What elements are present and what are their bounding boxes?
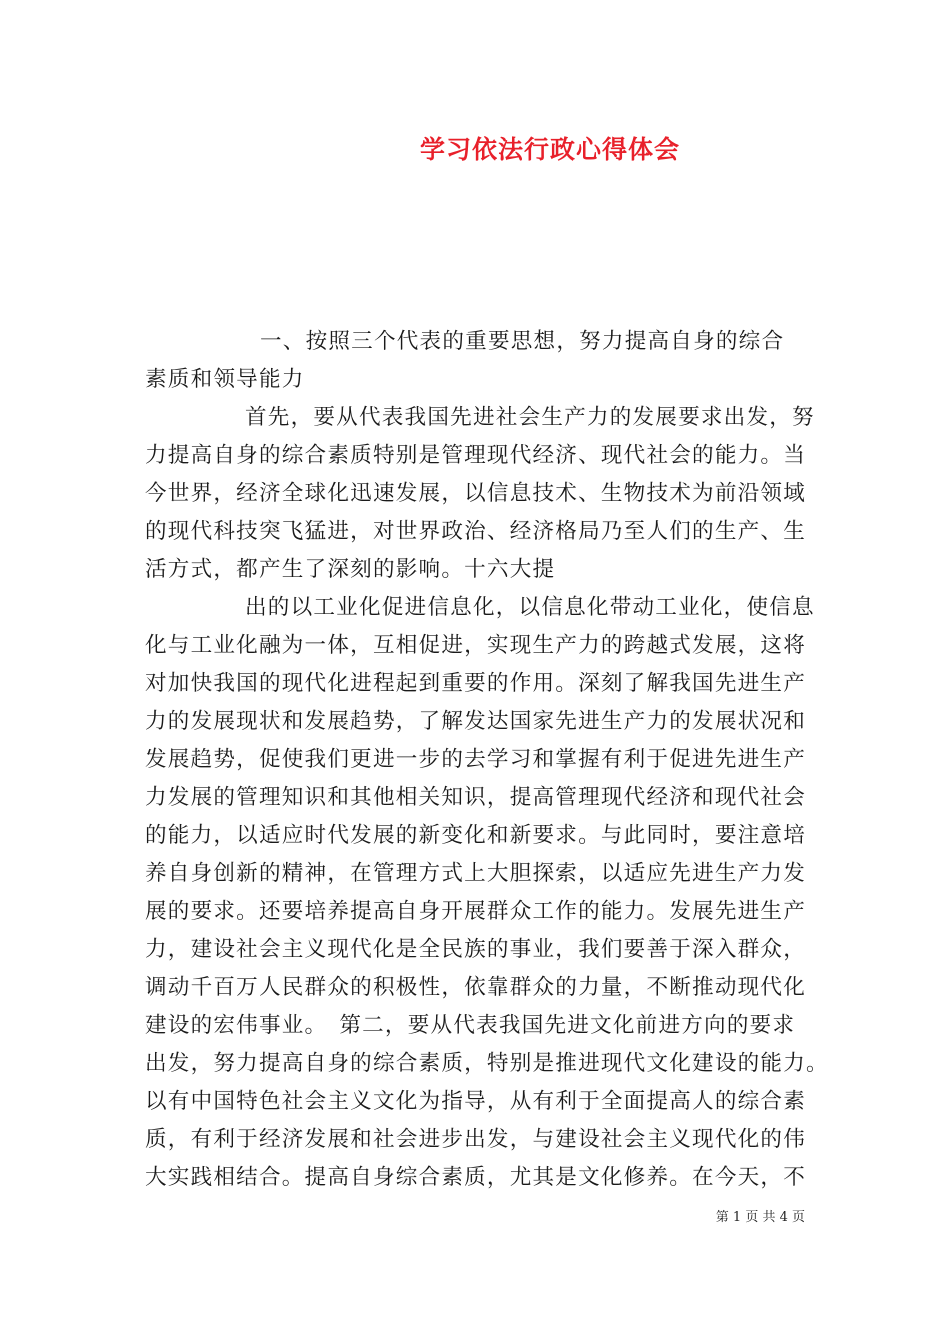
paragraph-line: 首先，要从代表我国先进社会生产力的发展要求出发，努 — [245, 405, 815, 430]
paragraph-line: 展的要求。还要培养提高自身开展群众工作的能力。发展先进生产 — [145, 899, 807, 924]
paragraph-line: 养自身创新的精神，在管理方式上大胆探索，以适应先进生产力发 — [145, 861, 807, 886]
paragraph-line: 化与工业化融为一体，互相促进，实现生产力的跨越式发展，这将 — [145, 633, 807, 658]
paragraph-line: 建设的宏伟事业。 第二，要从代表我国先进文化前进方向的要求 — [145, 1013, 796, 1038]
paragraph-line: 对加快我国的现代化进程起到重要的作用。深刻了解我国先进生产 — [145, 671, 807, 696]
paragraph-line: 出发，努力提高自身的综合素质，特别是推进现代文化建设的能力。 — [145, 1051, 829, 1076]
paragraph-line: 素质和领导能力 — [145, 367, 305, 392]
page-number: 第 1 页 共 4 页 — [715, 1210, 805, 1225]
paragraph-line: 的能力，以适应时代发展的新变化和新要求。与此同时，要注意培 — [145, 823, 807, 848]
paragraph-line: 大实践相结合。提高自身综合素质，尤其是文化修养。在今天，不 — [145, 1165, 807, 1190]
paragraph-line: 发展趋势，促使我们更进一步的去学习和掌握有利于促进先进生产 — [145, 747, 807, 772]
paragraph-line: 一、按照三个代表的重要思想，努力提高自身的综合 — [260, 329, 785, 354]
document-body — [145, 323, 829, 1197]
paragraph-line: 力发展的管理知识和其他相关知识，提高管理现代经济和现代社会 — [145, 785, 807, 810]
paragraph-line: 力的发展现状和发展趋势，了解发达国家先进生产力的发展状况和 — [145, 709, 807, 734]
paragraph-line: 调动千百万人民群众的积极性，依靠群众的力量，不断推动现代化 — [145, 975, 807, 1000]
paragraph-line: 质，有利于经济发展和社会进步出发，与建设社会主义现代化的伟 — [145, 1127, 807, 1152]
paragraph-line: 以有中国特色社会主义文化为指导，从有利于全面提高人的综合素 — [145, 1089, 807, 1114]
document-title: 学习依法行政心得体会 — [419, 135, 680, 164]
paragraph-line: 出的以工业化促进信息化，以信息化带动工业化，使信息 — [245, 595, 815, 620]
paragraph-line: 力提高自身的综合素质特别是管理现代经济、现代社会的能力。当 — [145, 443, 807, 468]
paragraph-line: 今世界，经济全球化迅速发展，以信息技术、生物技术为前沿领域 — [145, 481, 807, 506]
paragraph-line: 的现代科技突飞猛进，对世界政治、经济格局乃至人们的生产、生 — [145, 519, 807, 544]
paragraph-line: 活方式，都产生了深刻的影响。十六大提 — [145, 557, 556, 582]
paragraph-line: 力，建设社会主义现代化是全民族的事业，我们要善于深入群众， — [145, 937, 807, 962]
